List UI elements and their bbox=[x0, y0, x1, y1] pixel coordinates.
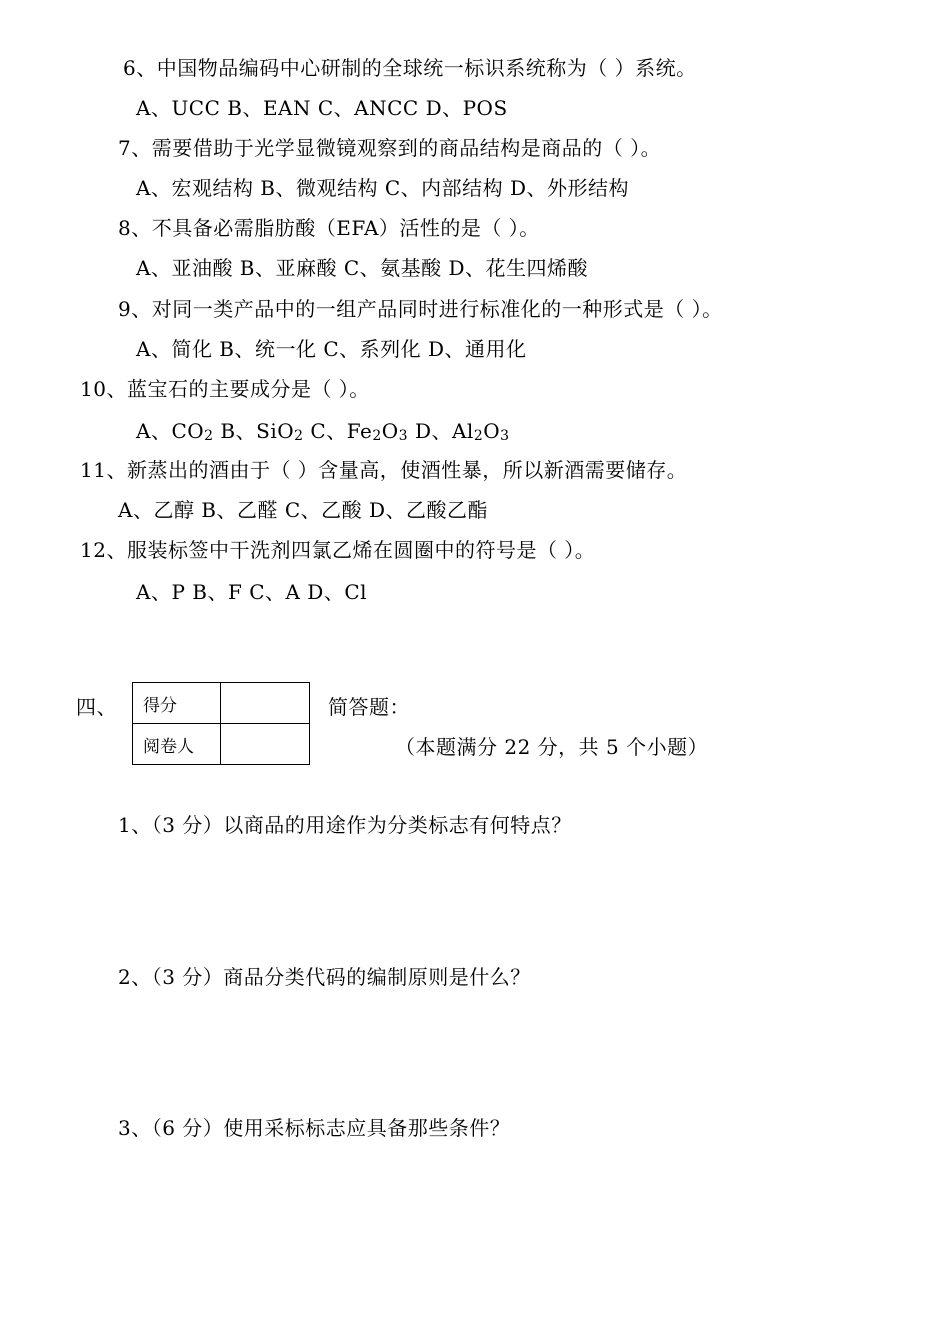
question-12-options: A、P B、F C、A D、Cl bbox=[136, 580, 368, 604]
section-title: 简答题： bbox=[328, 695, 410, 719]
option-d-text: D、Al bbox=[408, 419, 474, 443]
subscript: 3 bbox=[398, 428, 409, 444]
question-10-stem: 10、蓝宝石的主要成分是（ ）。 bbox=[80, 377, 370, 401]
subscript: 3 bbox=[500, 428, 510, 444]
score-row bbox=[133, 683, 310, 724]
subscript: 2 bbox=[204, 428, 214, 444]
score-table bbox=[132, 682, 310, 765]
question-11-stem: 11、新蒸出的酒由于（ ）含量高，使酒性暴，所以新酒需要储存。 bbox=[80, 458, 688, 482]
option-b-text: B、SiO bbox=[213, 419, 295, 443]
short-answer-1: 1、（3 分）以商品的用途作为分类标志有何特点？ bbox=[118, 813, 572, 837]
score-field[interactable] bbox=[221, 683, 310, 724]
question-6-stem: 6、中国物品编码中心研制的全球统一标识系统称为（ ）系统。 bbox=[123, 56, 697, 80]
reviewer-row bbox=[133, 724, 310, 765]
short-answer-2: 2、（3 分）商品分类代码的编制原则是什么？ bbox=[118, 965, 531, 989]
option-c-mid: O bbox=[381, 419, 399, 443]
score-label: 得分 bbox=[133, 683, 221, 724]
section-number: 四、 bbox=[76, 695, 117, 719]
question-8-stem: 8、不具备必需脂肪酸（EFA）活性的是（ ）。 bbox=[118, 216, 540, 240]
option-a-text: A、CO bbox=[136, 419, 205, 443]
subscript: 2 bbox=[473, 428, 484, 444]
question-6-options: A、UCC B、EAN C、ANCC D、POS bbox=[136, 96, 508, 120]
section-note: （本题满分 22 分，共 5 个小题） bbox=[395, 735, 709, 759]
question-8-options: A、亚油酸 B、亚麻酸 C、氨基酸 D、花生四烯酸 bbox=[136, 256, 589, 280]
question-12-stem: 12、服装标签中干洗剂四氯乙烯在圆圈中的符号是（ ）。 bbox=[80, 538, 596, 562]
question-9-stem: 9、对同一类产品中的一组产品同时进行标准化的一种形式是（ ）。 bbox=[118, 297, 723, 321]
question-10-options bbox=[136, 419, 510, 443]
question-9-options: A、简化 B、统一化 C、系列化 D、通用化 bbox=[136, 337, 527, 361]
question-7-options: A、宏观结构 B、微观结构 C、内部结构 D、外形结构 bbox=[136, 176, 630, 200]
question-11-options: A、乙醇 B、乙醛 C、乙酸 D、乙酸乙酯 bbox=[118, 498, 489, 522]
subscript: 2 bbox=[372, 428, 382, 444]
question-7-stem: 7、需要借助于光学显微镜观察到的商品结构是商品的（ ）。 bbox=[118, 136, 662, 160]
subscript: 2 bbox=[294, 428, 304, 444]
option-d-mid: O bbox=[483, 419, 501, 443]
option-c-text: C、Fe bbox=[303, 419, 373, 443]
reviewer-field[interactable] bbox=[221, 724, 310, 765]
short-answer-3: 3、（6 分）使用采标标志应具备那些条件？ bbox=[118, 1116, 511, 1140]
reviewer-label: 阅卷人 bbox=[133, 724, 221, 765]
